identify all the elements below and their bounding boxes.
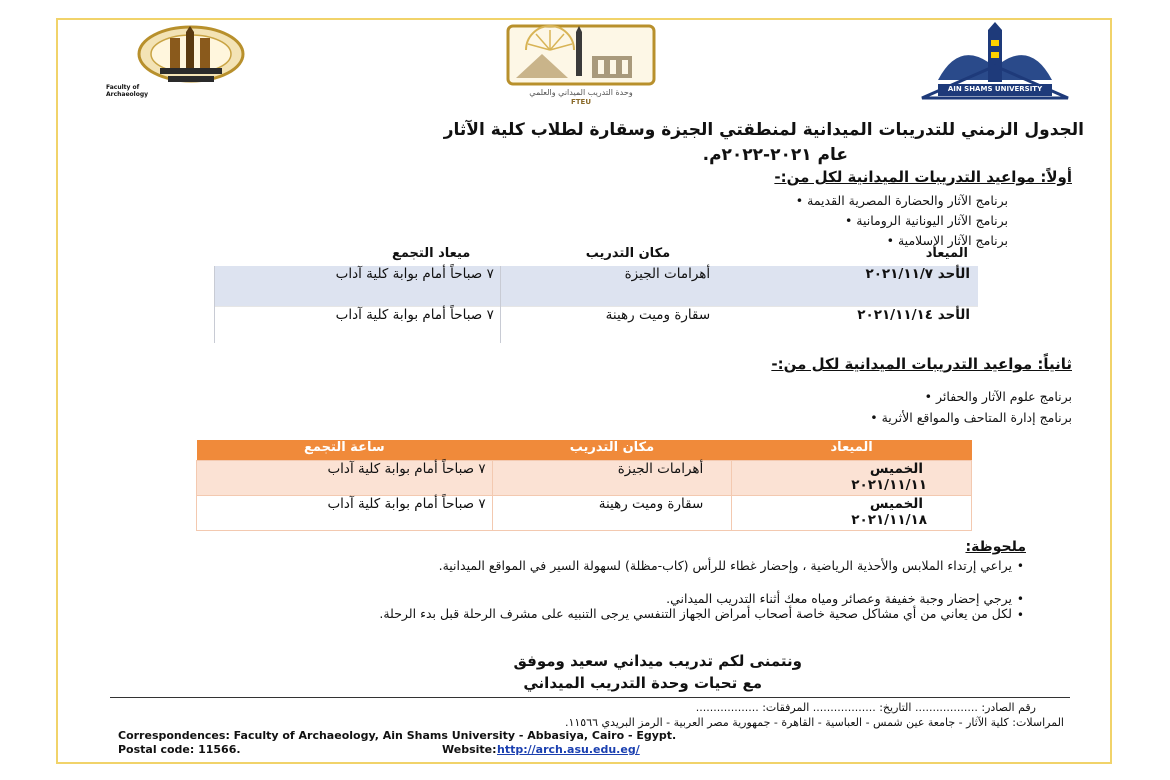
section2-heading: ثانياً: مواعيد التدريبات الميدانية لكل من:-	[771, 355, 1072, 373]
section1-heading: أولاً: مواعيد التدريبات الميدانية لكل من:-	[774, 168, 1072, 186]
section2-program-2: برنامج إدارة المتاحف والمواقع الأثرية •	[870, 410, 1072, 425]
note-item-2: يرجي إحضار وجبة خفيفة وعصائر ومياه معك أثناء التدريب الميداني.	[666, 591, 1012, 606]
footer-divider	[110, 697, 1070, 698]
section1-program-1: برنامج الآثار والحضارة المصرية القديمة •	[796, 193, 1008, 208]
notes-heading: ملحوظة:	[965, 539, 1026, 555]
col-header-meet: ساعة التجمع	[197, 440, 493, 461]
col-header-place: مكان التدريب	[492, 440, 732, 461]
training-unit-logo-abbr: FTEU	[570, 98, 592, 106]
university-logo	[918, 22, 1072, 100]
footer-reference-line: رقم الصادر: .................. التاريخ: .................. المرفقات: ..................	[695, 701, 1036, 714]
row-meet: ٧ صباحاً أمام بوابة كلية آداب	[215, 307, 501, 344]
schedule-table-1	[214, 246, 978, 343]
note-bullets: • • •	[1016, 559, 1024, 622]
row-date-value: ٢٠٢١/١١/١١	[851, 477, 927, 493]
closing-wish: ونتمنى لكم تدريب ميداني سعيد وموفق	[513, 652, 802, 670]
col-header-meet: ميعاد التجمع	[391, 246, 471, 261]
table-row	[215, 266, 979, 307]
row-day: الخميس	[869, 461, 923, 477]
row-place: سقارة وميت رهينة	[492, 496, 732, 531]
col-header-place: مكان التدريب	[585, 246, 671, 261]
col-header-date: الميعاد	[732, 440, 972, 461]
note-item-1: يراعي إرتداء الملابس والأحذية الرياضية ، وإحضار غطاء للرأس (كاب-مظلة) لسهولة السير في المواقع الميدانية.	[438, 558, 1012, 573]
university-logo-label: AIN SHAMS UNIVERSITY	[947, 85, 1043, 93]
row-date: الأحد ٢٠٢١/١١/١٤	[740, 307, 978, 344]
section1-program-3: برنامج الآثار الإسلامية •	[887, 233, 1008, 248]
footer-website-label: Website:	[442, 743, 497, 756]
table-row	[197, 496, 972, 531]
row-meet: ٧ صباحاً أمام بوابة كلية آداب	[197, 496, 493, 531]
row-date	[732, 496, 972, 531]
training-unit-logo	[506, 24, 656, 106]
faculty-logo	[108, 24, 274, 98]
row-place: أهرامات الجيزة	[492, 461, 732, 496]
footer-english-address: Correspondences: Faculty of Archaeology, Ain Shams University - Abbasiya, Cairo - Egypt.	[118, 729, 677, 742]
col-header-date: الميعاد	[925, 246, 968, 261]
note-item-3: لكل من يعاني من أي مشاكل صحية خاصة أصحاب أمراض الجهاز التنفسي يرجى التنبيه على مشرف الرحلة قبل بدء الرحلة.	[379, 606, 1012, 621]
row-place: أهرامات الجيزة	[500, 266, 740, 307]
faculty-logo-label: Faculty of Archaeology	[106, 84, 149, 98]
row-meet: ٧ صباحاً أمام بوابة كلية آداب	[197, 461, 493, 496]
training-unit-logo-label: وحدة التدريب الميداني والعلمي	[529, 88, 633, 97]
row-date: الأحد ٢٠٢١/١١/٧	[740, 266, 978, 307]
page-title-year: عام ٢٠٢١-٢٠٢٢م.	[702, 145, 848, 165]
section1-program-2: برنامج الآثار اليونانية الرومانية •	[845, 213, 1008, 228]
row-day: الخميس	[869, 496, 923, 512]
table-row	[197, 461, 972, 496]
row-date-value: ٢٠٢١/١١/١٨	[851, 512, 927, 528]
row-date	[732, 461, 972, 496]
row-place: سقارة وميت رهينة	[500, 307, 740, 344]
table-row	[215, 307, 979, 344]
row-meet: ٧ صباحاً أمام بوابة كلية آداب	[215, 266, 501, 307]
page-title: الجدول الزمني للتدريبات الميدانية لمنطقتي الجيزة وسقارة لطلاب كلية الآثار	[443, 120, 1084, 140]
section2-program-1: برنامج علوم الآثار والحفائر •	[925, 389, 1072, 404]
footer-postal-code: Postal code: 11566.	[118, 743, 241, 756]
closing-regards: مع تحيات وحدة التدريب الميداني	[523, 674, 762, 692]
schedule-table-2	[196, 440, 972, 531]
footer-website-link[interactable]: http://arch.asu.edu.eg/	[497, 743, 640, 756]
footer-arabic-address: المراسلات: كلية الآثار - جامعة عين شمس - العباسية - القاهرة - جمهورية مصر العربية - الرمز البريدي ١١٥٦٦.	[564, 716, 1064, 729]
